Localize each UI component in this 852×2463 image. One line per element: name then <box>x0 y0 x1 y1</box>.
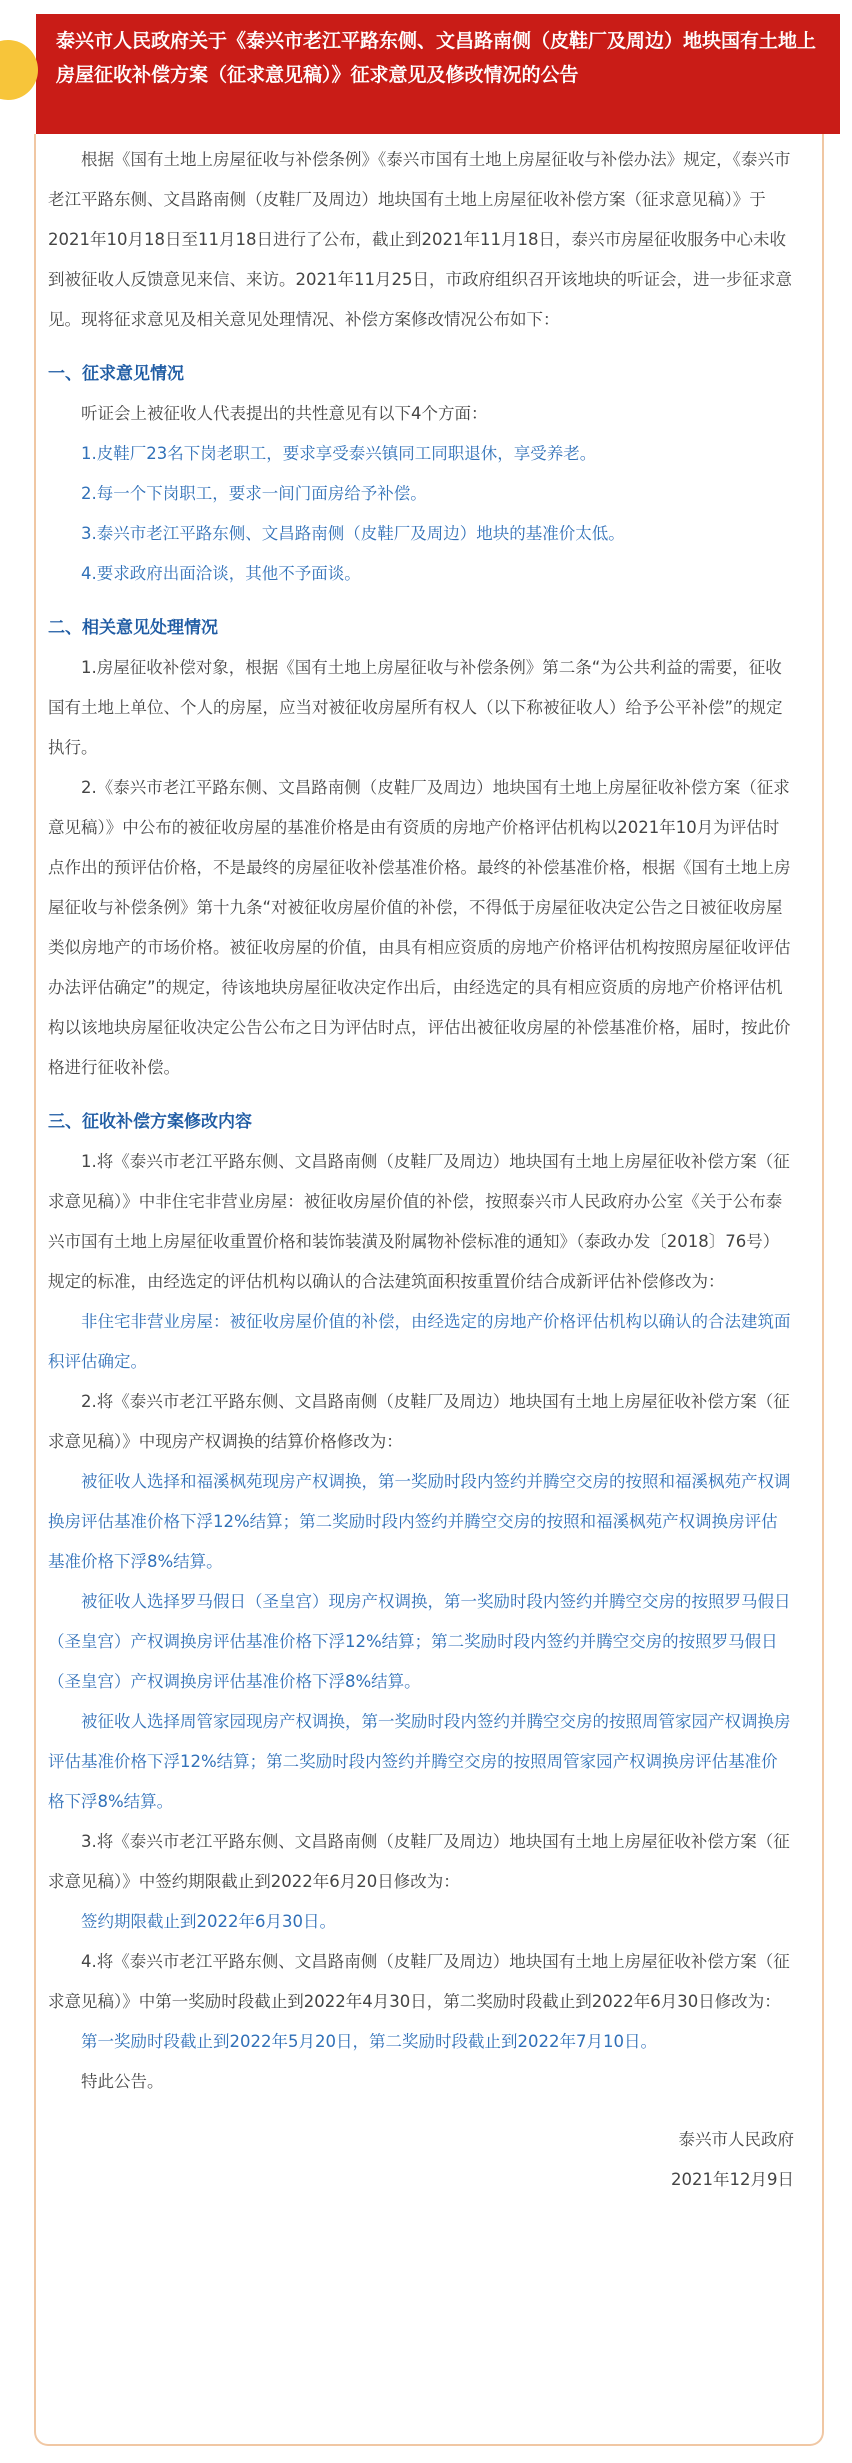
revision-1-original: 1.将《泰兴市老江平路东侧、文昌路南侧（皮鞋厂及周边）地块国有土地上房屋征收补偿方案（征求意见稿）》中非住宅非营业房屋：被征收房屋价值的补偿，按照泰兴市人民政府办公室《关于公布泰兴市国有土地上房屋征收重置价格和装饰装潢及附属物补偿标准的通知》（泰政办发〔2018〕76号）规定的标准，由经选定的评估机构以确认的合法建筑面积按重置价结合成新评估补偿修改为： <box>48 1152 790 1291</box>
signature-org: 泰兴市人民政府 <box>678 2130 794 2149</box>
opinion-item-1: 1.皮鞋厂23名下岗老职工，要求享受泰兴镇同工同职退休，享受养老。 <box>81 444 597 463</box>
revision-1-change: 非住宅非营业房屋：被征收房屋价值的补偿，由经选定的房地产价格评估机构以确认的合法建筑面积评估确定。 <box>48 1312 791 1371</box>
page-title: 泰兴市人民政府关于《泰兴市老江平路东侧、文昌路南侧（皮鞋厂及周边）地块国有土地上房屋征收补偿方案（征求意见稿）》征求意见及修改情况的公告 <box>56 30 817 86</box>
section-1-lead: 听证会上被征收人代表提出的共性意见有以下4个方面： <box>81 404 488 423</box>
response-paragraph-1: 1.房屋征收补偿对象，根据《国有土地上房屋征收与补偿条例》第二条“为公共利益的需要，征收国有土地上单位、个人的房屋，应当对被征收房屋所有权人（以下称被征收人）给予公平补偿”的规定执行。 <box>48 658 783 757</box>
title-banner <box>36 14 840 134</box>
revision-2-original: 2.将《泰兴市老江平路东侧、文昌路南侧（皮鞋厂及周边）地块国有土地上房屋征收补偿方案（征求意见稿）》中现房产权调换的结算价格修改为： <box>48 1392 790 1451</box>
section-1-heading: 一、征求意见情况 <box>48 364 184 384</box>
signature-date: 2021年12月9日 <box>671 2170 794 2189</box>
section-2-heading: 二、相关意见处理情况 <box>48 618 218 638</box>
section-3-heading: 三、征收补偿方案修改内容 <box>48 1112 252 1132</box>
decorative-dot <box>0 40 38 100</box>
notice-body <box>34 134 824 2446</box>
opinion-item-3: 3.泰兴市老江平路东侧、文昌路南侧（皮鞋厂及周边）地块的基准价太低。 <box>81 524 625 543</box>
notice-content <box>36 134 822 2200</box>
opinion-item-4: 4.要求政府出面洽谈，其他不予面谈。 <box>81 564 361 583</box>
revision-3-original: 3.将《泰兴市老江平路东侧、文昌路南侧（皮鞋厂及周边）地块国有土地上房屋征收补偿方案（征求意见稿）》中签约期限截止到2022年6月20日修改为： <box>48 1832 790 1891</box>
intro-paragraph: 根据《国有土地上房屋征收与补偿条例》《泰兴市国有土地上房屋征收与补偿办法》规定，《泰兴市老江平路东侧、文昌路南侧（皮鞋厂及周边）地块国有土地上房屋征收补偿方案（征求意见稿）》于2021年10月18日至11月18日进行了公布，截止到2021年11月18日，泰兴市房屋征收服务中心未收到被征收人反馈意见来信、来访。2021年11月25日，市政府组织召开该地块的听证会，进一步征求意见。现将征求意见及相关意见处理情况、补偿方案修改情况公布如下： <box>48 150 792 329</box>
opinion-item-2: 2.每一个下岗职工，要求一间门面房给予补偿。 <box>81 484 427 503</box>
revision-4-change: 第一奖励时段截止到2022年5月20日，第二奖励时段截止到2022年7月10日。 <box>81 2032 657 2051</box>
closing-text: 特此公告。 <box>81 2072 164 2091</box>
response-paragraph-2: 2.《泰兴市老江平路东侧、文昌路南侧（皮鞋厂及周边）地块国有土地上房屋征收补偿方案（征求意见稿）》中公布的被征收房屋的基准价格是由有资质的房地产价格评估机构以2021年10月为评估时点作出的预评估价格，不是最终的房屋征收补偿基准价格。最终的补偿基准价格，根据《国有土地上房屋征收与补偿条例》第十九条“对被征收房屋价值的补偿，不得低于房屋征收决定公告之日被征收房屋类似房地产的市场价格。被征收房屋的价值，由具有相应资质的房地产价格评估机构按照房屋征收评估办法评估确定”的规定，待该地块房屋征收决定作出后，由经选定的具有相应资质的房地产价格评估机构以该地块房屋征收决定公告公布之日为评估时点，评估出被征收房屋的补偿基准价格，届时，按此价格进行征收补偿。 <box>48 778 791 1077</box>
revision-2-change-hefu: 被征收人选择和福溪枫苑现房产权调换，第一奖励时段内签约并腾空交房的按照和福溪枫苑产权调换房评估基准价格下浮12%结算；第二奖励时段内签约并腾空交房的按照和福溪枫苑产权调换房评估基准价格下浮8%结算。 <box>48 1472 791 1571</box>
revision-4-original: 4.将《泰兴市老江平路东侧、文昌路南侧（皮鞋厂及周边）地块国有土地上房屋征收补偿方案（征求意见稿）》中第一奖励时段截止到2022年4月30日，第二奖励时段截止到2022年6月30日修改为： <box>48 1952 790 2011</box>
revision-2-change-roma: 被征收人选择罗马假日（圣皇宫）现房产权调换，第一奖励时段内签约并腾空交房的按照罗马假日（圣皇宫）产权调换房评估基准价格下浮12%结算；第二奖励时段内签约并腾空交房的按照罗马假日（圣皇宫）产权调换房评估基准价格下浮8%结算。 <box>48 1592 791 1691</box>
revision-2-change-zhouguan: 被征收人选择周管家园现房产权调换，第一奖励时段内签约并腾空交房的按照周管家园产权调换房评估基准价格下浮12%结算；第二奖励时段内签约并腾空交房的按照周管家园产权调换房评估基准价格下浮8%结算。 <box>48 1712 791 1811</box>
revision-3-change: 签约期限截止到2022年6月30日。 <box>81 1912 336 1931</box>
